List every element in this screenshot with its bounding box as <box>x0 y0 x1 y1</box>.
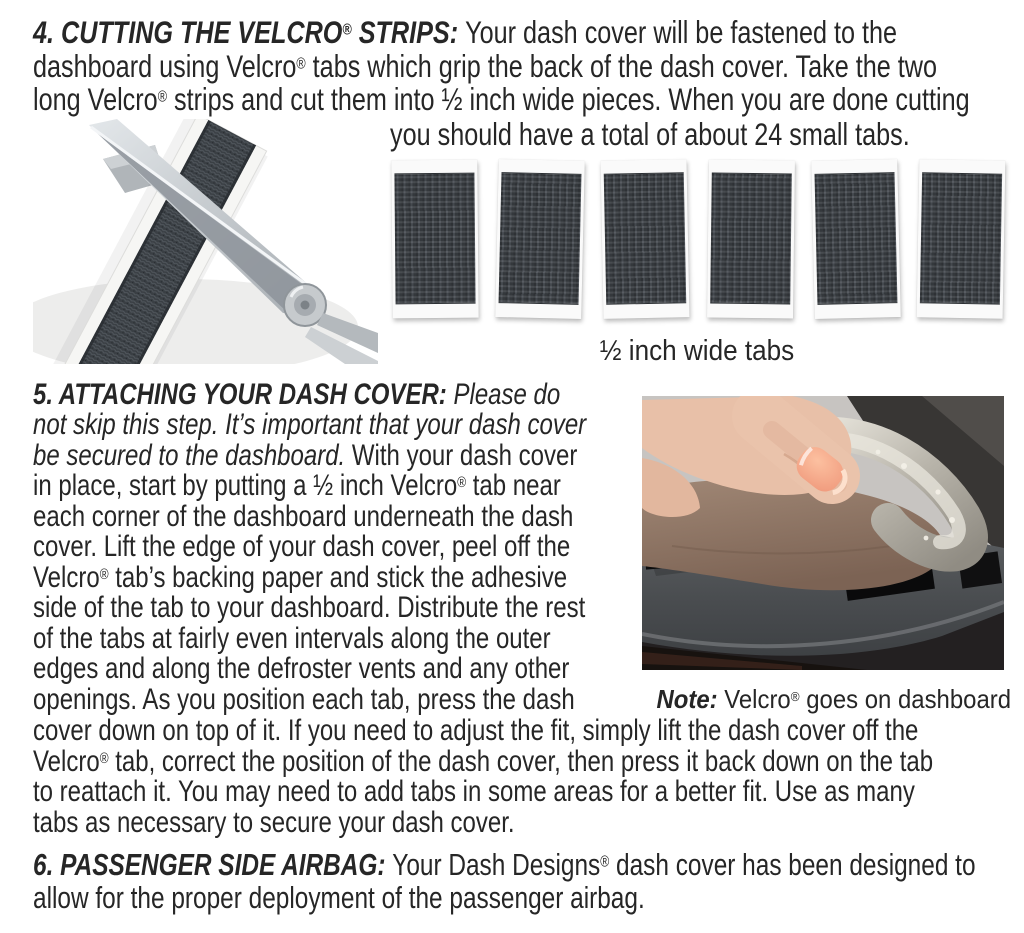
section4-paragraph <box>33 16 1004 117</box>
text-line: allow for the proper deployment of the passenger airbag. <box>33 880 645 915</box>
scissors-photo <box>33 119 378 364</box>
text-line: 6. PASSENGER SIDE AIRBAG: Your Dash Designs® dash cover has been designed to <box>33 848 976 882</box>
section5 <box>33 377 1012 839</box>
dash-cover-photo <box>642 396 1012 716</box>
velcro-tabs-row <box>390 160 1004 318</box>
text-line: Velcro® tab’s backing paper and stick the adhesive <box>33 560 568 594</box>
velcro-tab <box>601 159 690 319</box>
text-line: side of the tab to your dashboard. Distribute the rest <box>33 591 586 624</box>
text-line: 5. ATTACHING YOUR DASH COVER: Please do <box>33 377 561 411</box>
text-line: cover down on top of it. If you need to adjust the fit, simply lift the dash cover off the <box>33 714 919 747</box>
section5-paragraph-continued <box>33 716 1004 838</box>
text-line: you should have a total of about 24 small tabs. <box>390 115 910 152</box>
section5-paragraph <box>33 377 622 716</box>
text-line: of the tabs at fairly even intervals along the outer <box>33 621 551 655</box>
velcro-tab <box>391 159 479 318</box>
text-line: Velcro® tab, correct the position of the dash cover, then press it back down on the tab <box>33 744 934 778</box>
velcro-tab <box>707 159 795 318</box>
text-line: each corner of the dashboard underneath the dash <box>33 499 574 533</box>
text-line: cover. Lift the edge of your dash cover, peel off the <box>33 530 571 563</box>
text-line: not skip this step. It’s important that your dash cover <box>33 408 587 441</box>
dash-cover-photo-graphic <box>642 396 1004 670</box>
text-line: edges and along the defroster vents and any other <box>33 652 570 685</box>
text-line: 4. CUTTING THE VELCRO® STRIPS: Your dash cover will be fastened to the <box>33 14 898 50</box>
text-line: be secured to the dashboard. With your dash cover <box>33 438 578 472</box>
tabs-caption: ½ inch wide tabs <box>599 334 795 367</box>
scissors-photo-graphic <box>33 119 378 364</box>
text-line: openings. As you position each tab, press the dash <box>33 682 575 716</box>
section4-right-column <box>390 115 1004 368</box>
text-line: dashboard using Velcro® tabs which grip the back of the dash cover. Take the two <box>33 47 937 84</box>
velcro-tab <box>916 159 1005 318</box>
velcro-tab <box>495 159 585 319</box>
text-line: tabs as necessary to secure your dash cover. <box>33 805 515 839</box>
photo-note-caption: Note: Velcro® goes on dashboard <box>656 683 1012 714</box>
text-line: long Velcro® strips and cut them into ½ inch wide pieces. When you are done cutting <box>33 81 970 117</box>
text-line: to reattach it. You may need to add tabs in some areas for a better fit. Use as many <box>33 775 915 808</box>
section6-paragraph <box>33 849 1004 914</box>
velcro-tab <box>811 159 901 319</box>
section4-media-row <box>33 115 1004 368</box>
text-line: in place, start by putting a ½ inch Velcro® tab near <box>33 469 561 502</box>
